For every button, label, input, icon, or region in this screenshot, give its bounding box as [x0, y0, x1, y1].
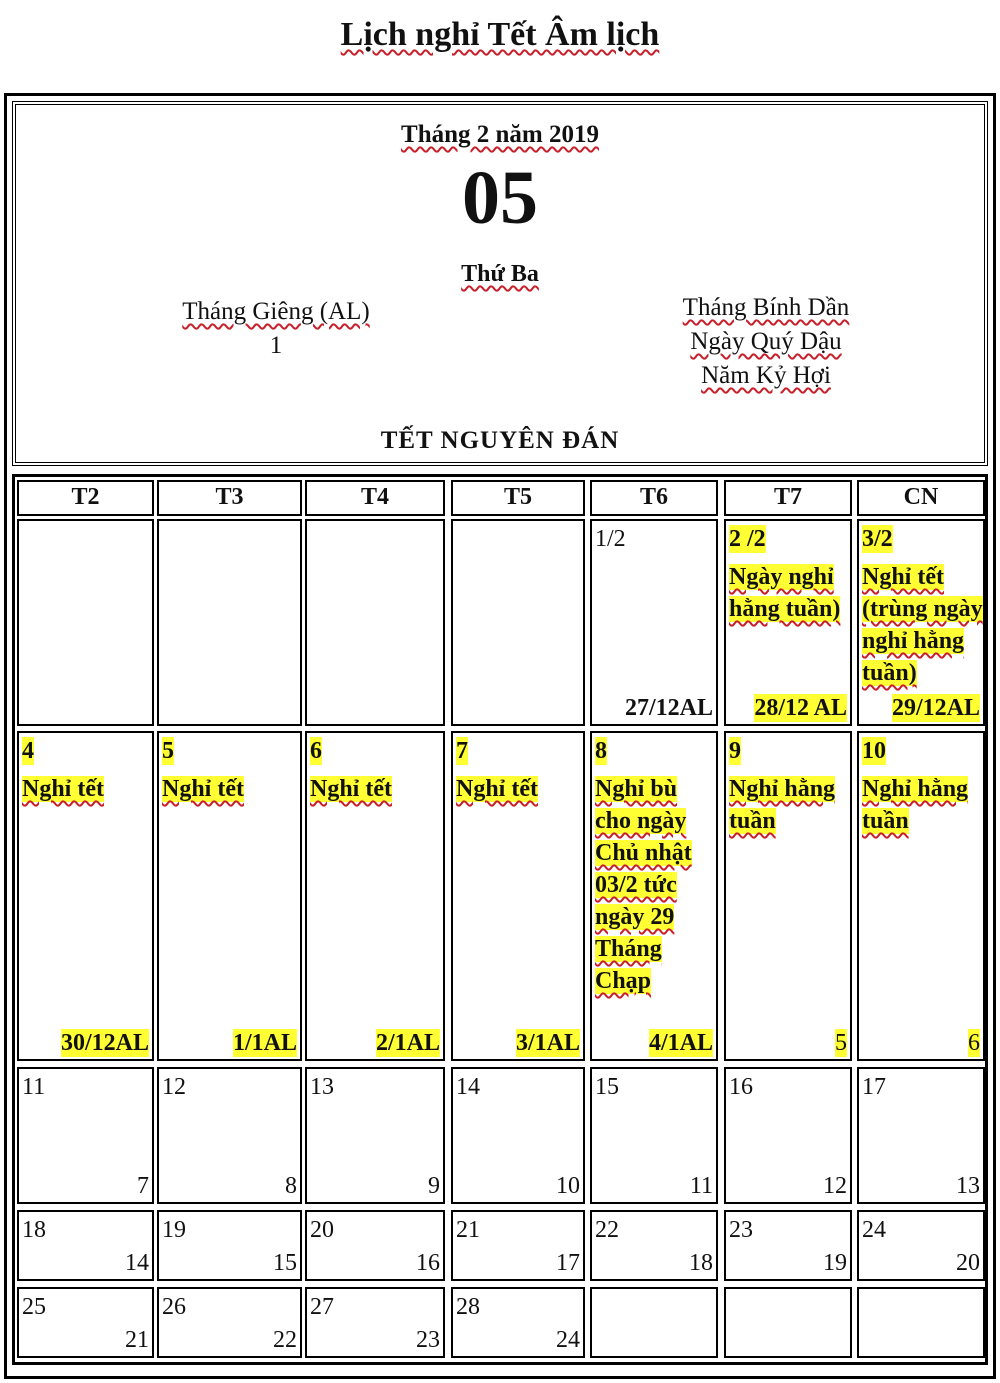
- weekday-header-t7: T7: [724, 480, 852, 516]
- day-cell[interactable]: [724, 1210, 852, 1281]
- holiday-note-text: Nghỉ hằng tuần: [862, 776, 969, 834]
- day-number: 27: [310, 1294, 334, 1320]
- day-number: 23: [729, 1217, 753, 1243]
- holiday-note-text: Nghỉ tết: [456, 776, 538, 802]
- holiday-note-text: Nghỉ tết: [162, 776, 244, 802]
- holiday-note-text: Nghỉ tết (trùng ngày nghỉ hằng tuần): [862, 564, 983, 686]
- holiday-name: TẾT NGUYÊN ĐÁN: [380, 427, 620, 454]
- holiday-note: [22, 773, 152, 805]
- day-cell[interactable]: [857, 519, 985, 726]
- day-cell[interactable]: [17, 519, 154, 726]
- lunar-date: 20: [956, 1250, 980, 1276]
- day-number: 10: [862, 738, 886, 764]
- lunar-date: 2/1AL: [375, 1030, 440, 1056]
- day-cell[interactable]: [590, 1210, 718, 1281]
- day-cell[interactable]: [724, 1287, 852, 1358]
- canchi-month-label: Tháng Bính Dần: [682, 294, 850, 321]
- selected-day-number: 05: [462, 156, 538, 240]
- day-number: 24: [862, 1217, 886, 1243]
- lunar-date: 3/1AL: [515, 1030, 580, 1056]
- day-number: 20: [310, 1217, 334, 1243]
- day-number: 4: [22, 738, 34, 764]
- day-number: 7: [456, 738, 468, 764]
- lunar-date: 11: [689, 1173, 713, 1199]
- holiday-note: [729, 561, 850, 625]
- day-cell[interactable]: [451, 731, 585, 1061]
- day-cell[interactable]: [305, 519, 445, 726]
- day-cell[interactable]: [17, 1067, 154, 1204]
- holiday-note: [862, 561, 983, 689]
- day-cell[interactable]: [857, 1210, 985, 1281]
- lunar-month-label: Tháng Giêng (AL): [182, 298, 370, 325]
- lunar-date-block: [161, 295, 391, 363]
- day-number: 26: [162, 1294, 186, 1320]
- date-detail-panel: [12, 101, 988, 466]
- lunar-date: 12: [823, 1173, 847, 1199]
- day-cell[interactable]: [17, 1287, 154, 1358]
- day-cell[interactable]: [157, 1067, 302, 1204]
- holiday-note: [595, 773, 716, 997]
- day-number: 12: [162, 1074, 186, 1100]
- day-cell[interactable]: [590, 731, 718, 1061]
- day-cell[interactable]: [451, 519, 585, 726]
- holiday-note: [456, 773, 583, 805]
- day-number: 21: [456, 1217, 480, 1243]
- lunar-day-label: 1: [269, 332, 283, 359]
- lunar-date: 14: [125, 1250, 149, 1276]
- day-cell[interactable]: [724, 731, 852, 1061]
- month-year-label: Tháng 2 năm 2019: [401, 121, 599, 148]
- lunar-date: 17: [556, 1250, 580, 1276]
- lunar-date: 28/12 AL: [754, 695, 847, 721]
- weekday-header-t2: T2: [17, 480, 154, 516]
- day-cell[interactable]: [157, 731, 302, 1061]
- day-number: 1/2: [595, 526, 626, 552]
- day-cell[interactable]: [157, 1287, 302, 1358]
- canchi-block: [646, 291, 886, 393]
- weekday-header-t5: T5: [451, 480, 585, 516]
- lunar-date: 18: [689, 1250, 713, 1276]
- holiday-note-text: Ngày nghỉ hằng tuần): [729, 564, 841, 622]
- lunar-date: 9: [428, 1173, 440, 1199]
- day-number: 6: [310, 738, 322, 764]
- day-cell[interactable]: [590, 1067, 718, 1204]
- holiday-note-text: Nghỉ bù cho ngày Chủ nhật 03/2 tức ngày 29 Tháng Chạp: [595, 776, 692, 994]
- day-number: 16: [729, 1074, 753, 1100]
- lunar-date: 13: [956, 1173, 980, 1199]
- holiday-note-text: Nghỉ hằng tuần: [729, 776, 836, 834]
- canchi-day-label: Ngày Quý Dậu: [690, 328, 842, 355]
- holiday-note: [729, 773, 850, 837]
- day-cell[interactable]: [305, 1287, 445, 1358]
- lunar-date: 21: [125, 1327, 149, 1353]
- lunar-date: 4/1AL: [648, 1030, 713, 1056]
- lunar-date: 16: [416, 1250, 440, 1276]
- day-number: 18: [22, 1217, 46, 1243]
- day-cell[interactable]: [451, 1067, 585, 1204]
- lunar-date: 19: [823, 1250, 847, 1276]
- day-number: 13: [310, 1074, 334, 1100]
- day-cell[interactable]: [857, 1067, 985, 1204]
- holiday-note: [310, 773, 443, 805]
- lunar-date: 10: [556, 1173, 580, 1199]
- weekday-header-t4: T4: [305, 480, 445, 516]
- day-number: 9: [729, 738, 741, 764]
- day-number: 14: [456, 1074, 480, 1100]
- lunar-date: 6: [968, 1030, 980, 1056]
- day-number: 25: [22, 1294, 46, 1320]
- day-number: 28: [456, 1294, 480, 1320]
- holiday-note-text: Nghỉ tết: [22, 776, 104, 802]
- day-number: 5: [162, 738, 174, 764]
- weekday-header-t3: T3: [157, 480, 302, 516]
- lunar-date: 8: [285, 1173, 297, 1199]
- day-cell[interactable]: [305, 731, 445, 1061]
- lunar-date: 30/12AL: [60, 1030, 149, 1056]
- day-number: 3/2: [862, 526, 893, 552]
- day-cell[interactable]: [157, 519, 302, 726]
- holiday-note-text: Nghỉ tết: [310, 776, 392, 802]
- lunar-date: 1/1AL: [232, 1030, 297, 1056]
- holiday-note: [162, 773, 300, 805]
- lunar-date: 27/12AL: [624, 695, 713, 721]
- lunar-date: 15: [273, 1250, 297, 1276]
- day-number: 17: [862, 1074, 886, 1100]
- day-number: 2 /2: [729, 526, 766, 552]
- day-cell[interactable]: [590, 519, 718, 726]
- day-cell[interactable]: [305, 1210, 445, 1281]
- day-cell[interactable]: [724, 519, 852, 726]
- day-cell[interactable]: [724, 1067, 852, 1204]
- weekday-header-cn: CN: [857, 480, 985, 516]
- day-cell[interactable]: [17, 1210, 154, 1281]
- day-cell[interactable]: [590, 1287, 718, 1358]
- holiday-note: [862, 773, 983, 837]
- lunar-date: 5: [835, 1030, 847, 1056]
- day-number: 19: [162, 1217, 186, 1243]
- lunar-date: 7: [137, 1173, 149, 1199]
- day-number: 22: [595, 1217, 619, 1243]
- page-title: Lịch nghỉ Tết Âm lịch: [340, 16, 660, 53]
- day-number: 11: [22, 1074, 46, 1100]
- day-cell[interactable]: [451, 1287, 585, 1358]
- lunar-date: 22: [273, 1327, 297, 1353]
- lunar-date: 29/12AL: [891, 695, 980, 721]
- day-cell[interactable]: [305, 1067, 445, 1204]
- day-cell[interactable]: [157, 1210, 302, 1281]
- day-number: 15: [595, 1074, 619, 1100]
- canchi-year-label: Năm Kỷ Hợi: [701, 362, 831, 389]
- day-cell[interactable]: [857, 1287, 985, 1358]
- day-cell[interactable]: [857, 731, 985, 1061]
- day-cell[interactable]: [17, 731, 154, 1061]
- day-number: 8: [595, 738, 607, 764]
- weekday-header-t6: T6: [590, 480, 718, 516]
- lunar-date: 23: [416, 1327, 440, 1353]
- weekday-label: Thứ Ba: [461, 261, 539, 287]
- day-cell[interactable]: [451, 1210, 585, 1281]
- lunar-date: 24: [556, 1327, 580, 1353]
